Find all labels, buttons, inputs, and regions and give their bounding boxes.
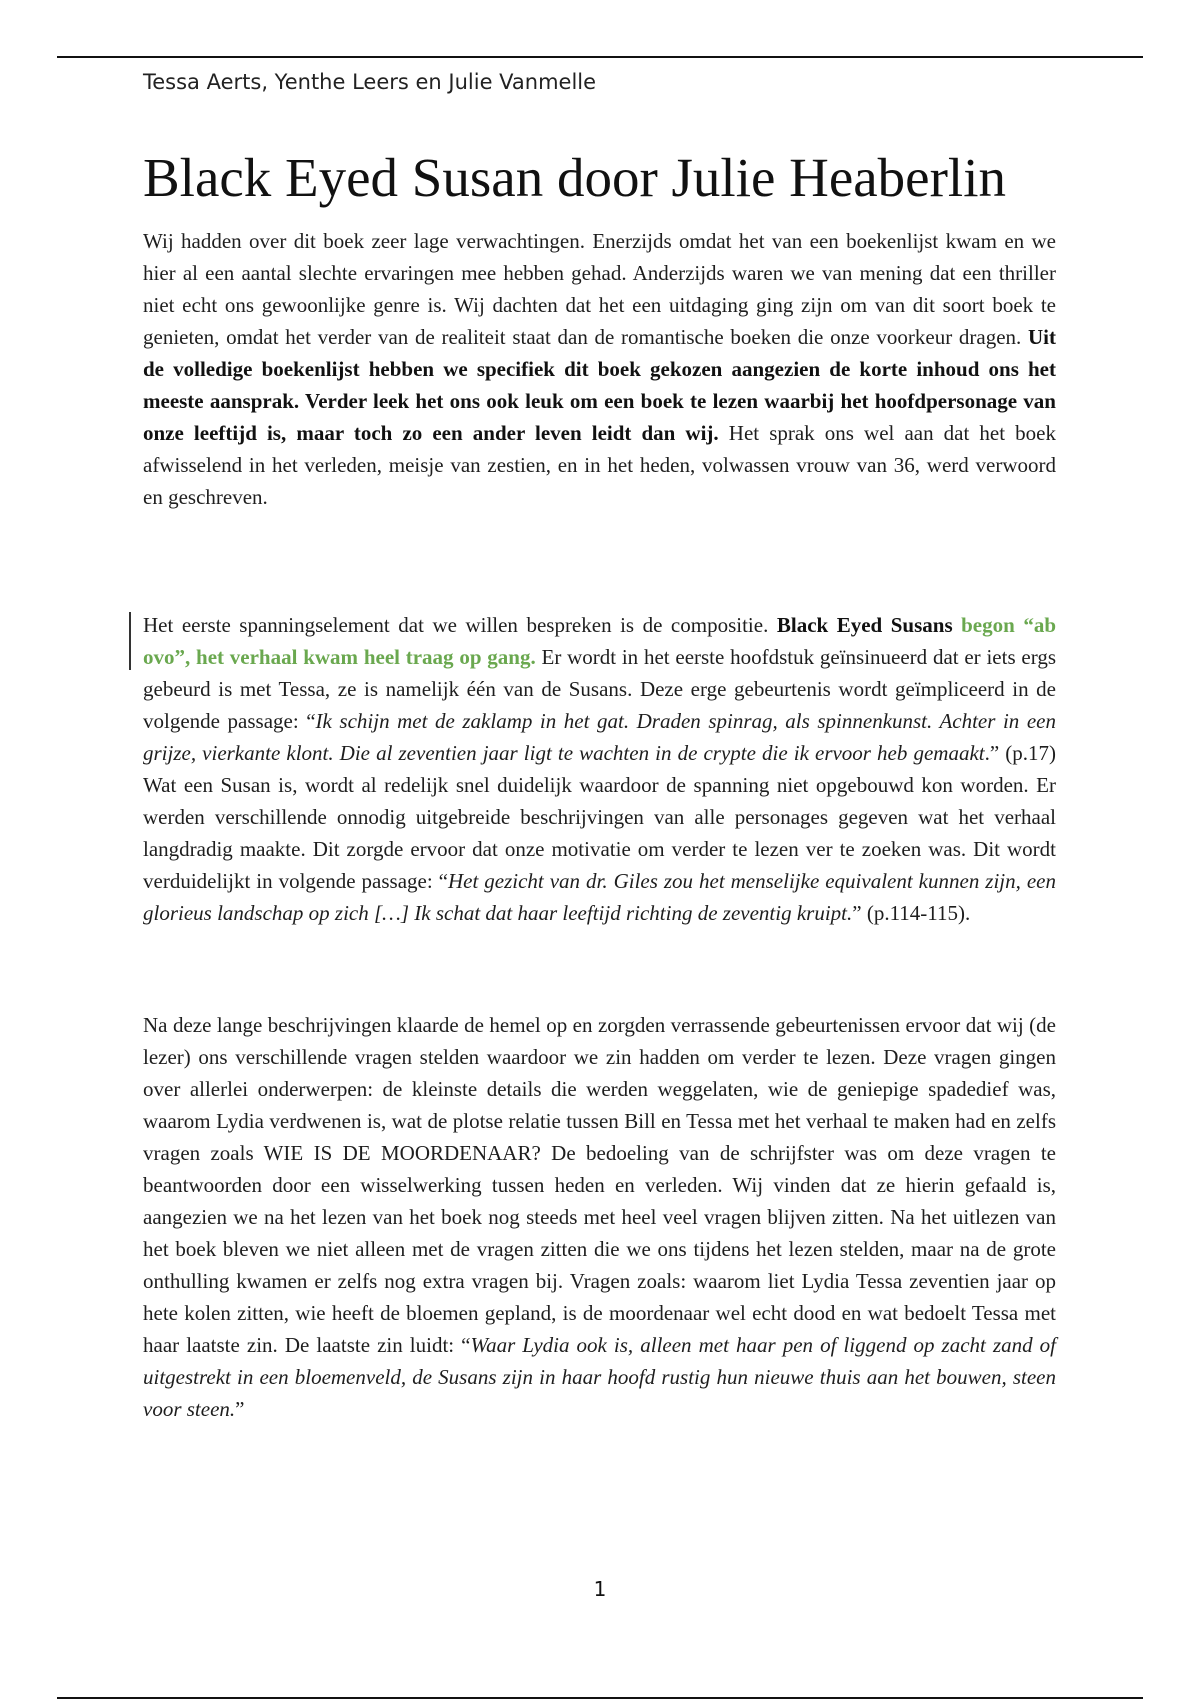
paragraph-composition-text-4: ” (p.114-115). — [852, 901, 971, 925]
paragraph-introduction-bold: Uit de volledige boekenlijst hebben we specifiek dit boek gekozen aangezien de korte inhoud ons het meeste aansprak. Verder leek het ons ook leuk om een boek te lezen waarbij het hoofdpersonage van onze leeftijd is, maar toch zo een ander leven leidt dan wij. — [143, 325, 1056, 445]
revision-change-bar — [129, 612, 131, 670]
paragraph-questions-text: Na deze lange beschrijvingen klaarde de hemel op en zorgden verrassende gebeurtenissen ervoor dat wij (de lezer) ons verschillende vragen stelden waardoor we zin hadden om verder te lezen. Deze vragen gingen over allerlei onderwerpen: de kleinste details die werden weggelaten, wie de geniepige spadedief was, waarom Lydia verdwenen is, wat de plotse relatie tussen Bill en Tessa met het verhaal te maken had en zelfs vragen zoals WIE IS DE MOORDENAAR? De bedoeling van de schrijfster was om deze vragen te beantwoorden door een wisselwerking tussen heden en verleden. Wij vinden dat ze hierin gefaald is, aangezien we na het lezen van het boek nog steeds met heel veel vragen blijven zitten. Na het uitlezen van het boek bleven we niet alleen met de vragen zitten die we ons tijdens het lezen stelden, maar na de grote onthulling kwamen er zelfs nog extra vragen bij. Vragen zoals: waarom liet Lydia Tessa zeventien jaar op hete kolen zitten, wie heeft de bloemen gepland, is de moordenaar wel echt dood en wat bedoelt Tessa met haar laatste zin. De laatste zin luidt: “ — [143, 1013, 1056, 1357]
document-title: Black Eyed Susan door Julie Heaberlin — [143, 147, 1006, 208]
paragraph-composition-text: Het eerste spanningselement dat we willen bespreken is de compositie. — [143, 613, 777, 637]
paragraph-introduction-text: Wij hadden over dit boek zeer lage verwachtingen. Enerzijds omdat het van een boekenlijst kwam en we hier al een aantal slechte ervaringen mee hebben gehad. Anderzijds waren we van mening dat een thriller niet echt ons gewoonlijke genre is. Wij dachten dat het een uitdaging ging zijn om van dit soort boek te genieten, omdat het verder van de realiteit staat dan de romantische boeken die onze voorkeur dragen. — [143, 229, 1056, 349]
paragraph-introduction — [143, 225, 1056, 513]
paragraph-questions-text-end: ” — [235, 1397, 245, 1421]
quote-last-sentence: Waar Lydia ook is, alleen met haar pen of liggend op zacht zand of uitgestrekt in een bloemenveld, de Susans zijn in haar hoofd rustig hun nieuwe thuis aan het bouwen, steen voor steen. — [143, 1333, 1056, 1421]
authors-header: Tessa Aerts, Yenthe Leers en Julie Vanmelle — [143, 70, 597, 94]
paragraph-composition-bold: Black Eyed Susans — [776, 613, 962, 637]
paragraph-composition — [143, 609, 1056, 929]
paragraph-composition-text-2: Er wordt in het eerste hoofdstuk geïnsinueerd dat er iets ergs gebeurd is met Tessa, ze is namelijk één van de Susans. Deze erge gebeurtenis wordt geïmpliceerd in de volgende passage: “ — [143, 645, 1056, 733]
quote-page-114: Het gezicht van dr. Giles zou het menselijke equivalent kunnen zijn, een glorieus landschap op zich […] Ik schat dat haar leeftijd richting de zeventig kruipt. — [143, 869, 1056, 925]
paragraph-composition-text-3: .” (p.17) Wat een Susan is, wordt al redelijk snel duidelijk waardoor de spanning niet opgebouwd kon worden. Er werden verschillende onnodig uitgebreide beschrijvingen van alle personages gegeven wat het verhaal langdradig maakte. Dit zorgde ervoor dat onze motivatie om verder te lezen ver te zoeken was. Dit wordt verduidelijkt in volgende passage: “ — [143, 741, 1056, 893]
highlighted-green-text: begon “ab ovo”, het verhaal kwam heel traag op gang. — [143, 613, 1056, 669]
quote-page-17: Ik schijn met de zaklamp in het gat. Draden spinrag, als spinnenkunst. Achter in een grijze, vierkante klont. Die al zeventien jaar ligt te wachten in de crypte die ik ervoor heb gemaakt — [143, 709, 1056, 765]
footer-rule — [57, 1697, 1143, 1699]
header-rule — [57, 56, 1143, 58]
paragraph-questions — [143, 1009, 1056, 1425]
page-number: 1 — [593, 1577, 607, 1601]
paragraph-introduction-text-end: Het sprak ons wel aan dat het boek afwisselend in het verleden, meisje van zestien, en in het heden, volwassen vrouw van 36, werd verwoord en geschreven. — [143, 421, 1057, 509]
